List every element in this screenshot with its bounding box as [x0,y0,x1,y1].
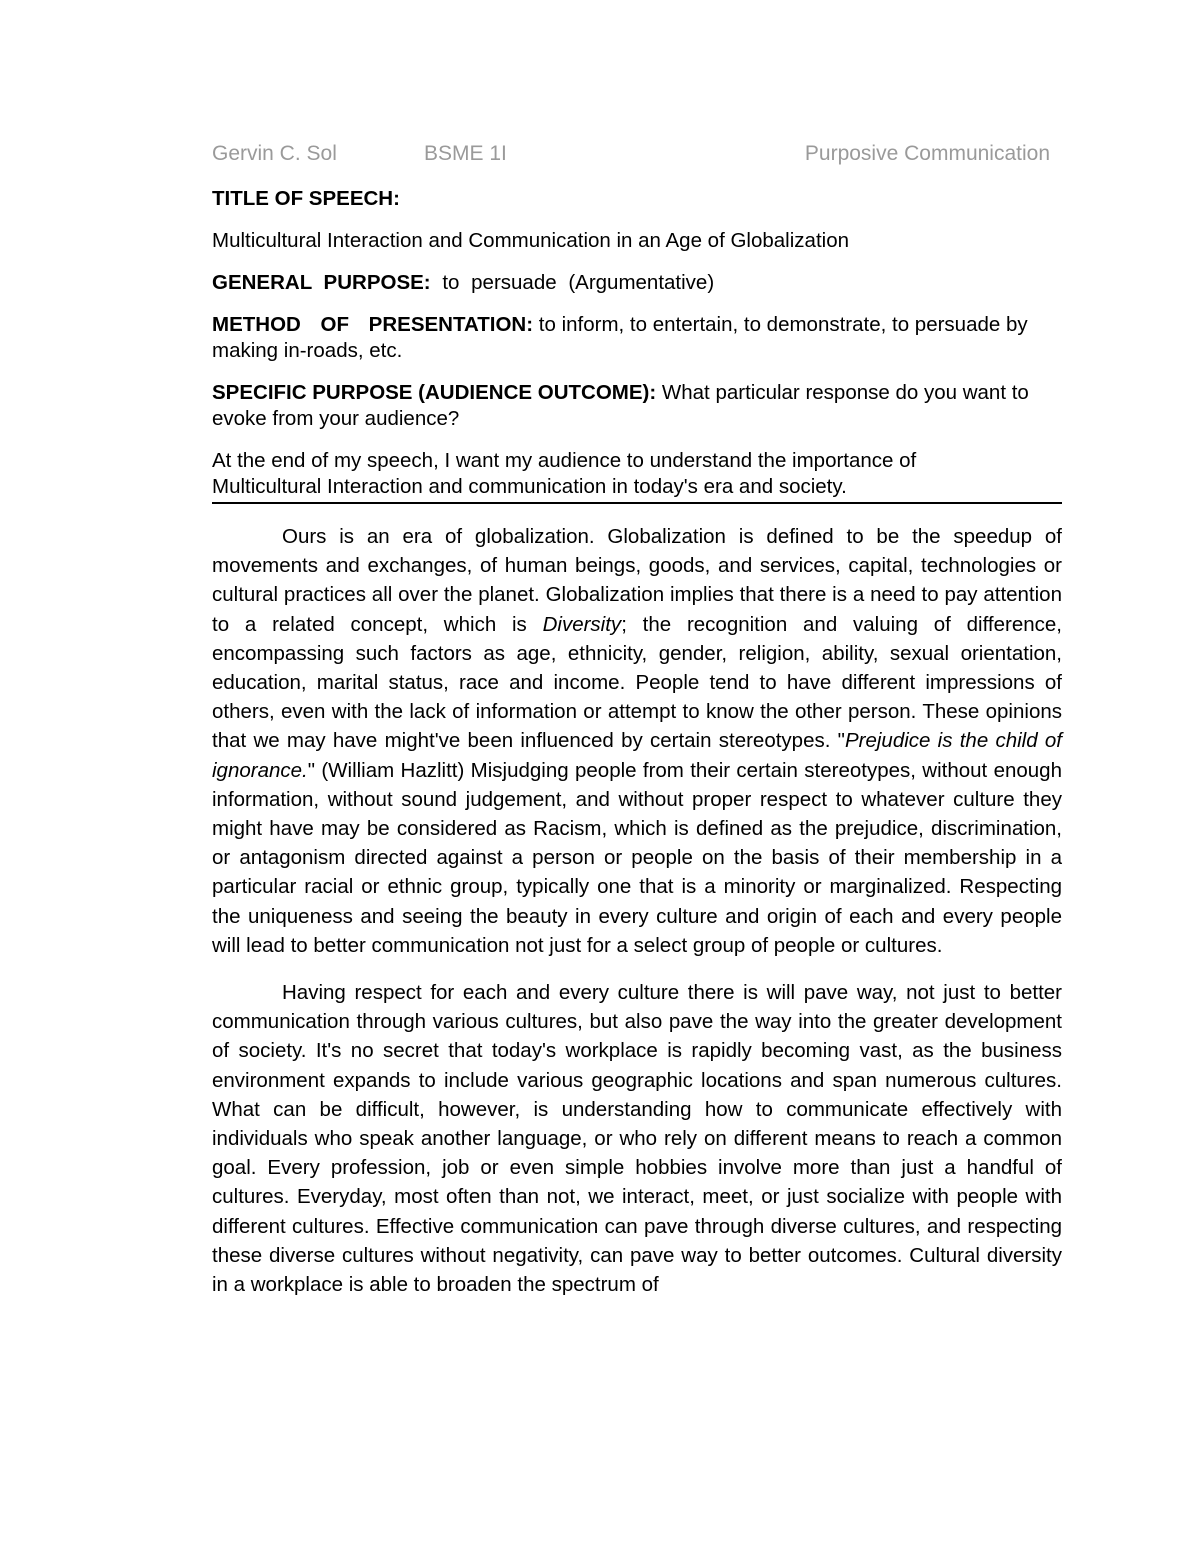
outcome-line-2: Multicultural Interaction and communication in today's era and society. [212,475,847,498]
diversity-term: Diversity [542,612,622,636]
method-value: to inform, to entertain, to demonstrate, to persuade by making in-roads, etc. [212,313,1028,362]
paragraph-1-text-c: " (William Hazlitt) Misjudging people from their certain stereotypes, without enough information, without sound judgement, and without proper respect to whatever culture they might have may be considered as Racism, which is defined as the prejudice, discrimination, or antagonism directed against a person or people on the basis of their membership in a particular racial or ethnic group, typically one that is a minority or marginalized. Respecting the uniqueness and seeing the beauty in every culture and origin of each and every people will lead to better communication not just for a select group of people or cultures. [212,758,1062,957]
hazlitt-quote: Prejudice is the child of ignorance. [212,729,1062,782]
author-name: Gervin C. Sol [212,142,337,165]
specific-purpose-value: What particular response do you want to evoke from your audience? [212,381,1029,430]
page-header [212,142,1062,172]
paragraph-1-text-a: Ours is an era of globalization. Globalization is defined to be the speedup of movements and exchanges, of human beings, goods, and services, capital, technologies or cultural practices all over the planet. Globalization implies that there is a need to pay attention to a related concept, which is [212,525,1062,636]
title-label-row [212,186,1062,212]
audience-outcome [212,448,1062,504]
title-label: TITLE OF SPEECH: [212,187,400,210]
general-purpose-row [212,270,1062,296]
paragraph-1-text-b: ; the recognition and valuing of difference, encompassing such factors as age, ethnicity, gender, religion, ability, sexual orientation, education, marital status, race and income. People tend to have different impressions of others, even with the lack of information or attempt to know the other person. These opinions that we may have might've been influenced by certain stereotypes. " [212,612,1062,753]
course-code: BSME 1I [424,142,507,165]
general-purpose-label: GENERAL PURPOSE: [212,271,431,294]
specific-purpose-label: SPECIFIC PURPOSE (AUDIENCE OUTCOME): [212,381,657,404]
subject-name: Purposive Communication [804,142,1050,165]
body-paragraph-2: Having respect for each and every culture there is will pave way, not just to better communication through various cultures, but also pave the way into the greater development of society. It's no secret that today's workplace is rapidly becoming vast, as the business environment expands to include various geographic locations and span numerous cultures. What can be difficult, however, is understanding how to communicate effectively with individuals who speak another language, or who rely on different means to reach a common goal. Every profession, job or even simple hobbies involve more than just a handful of cultures. Everyday, most often than not, we interact, meet, or just socialize with people with different cultures. Effective communication can pave through diverse cultures, and respecting these diverse cultures without negativity, can pave way to better outcomes. Cultural diversity in a workplace is able to broaden the spectrum of [212,981,1062,1297]
speech-title: Multicultural Interaction and Communication in an Age of Globalization [212,229,849,252]
method-label: METHOD OF PRESENTATION: [212,313,534,336]
document-page [212,142,1062,1299]
general-purpose-value: to persuade (Argumentative) [442,271,715,294]
method-row [212,312,1042,364]
outcome-line-1: At the end of my speech, I want my audience to understand the importance of [212,449,917,472]
body-paragraph-1 [212,522,1062,960]
specific-purpose-row [212,380,1042,432]
